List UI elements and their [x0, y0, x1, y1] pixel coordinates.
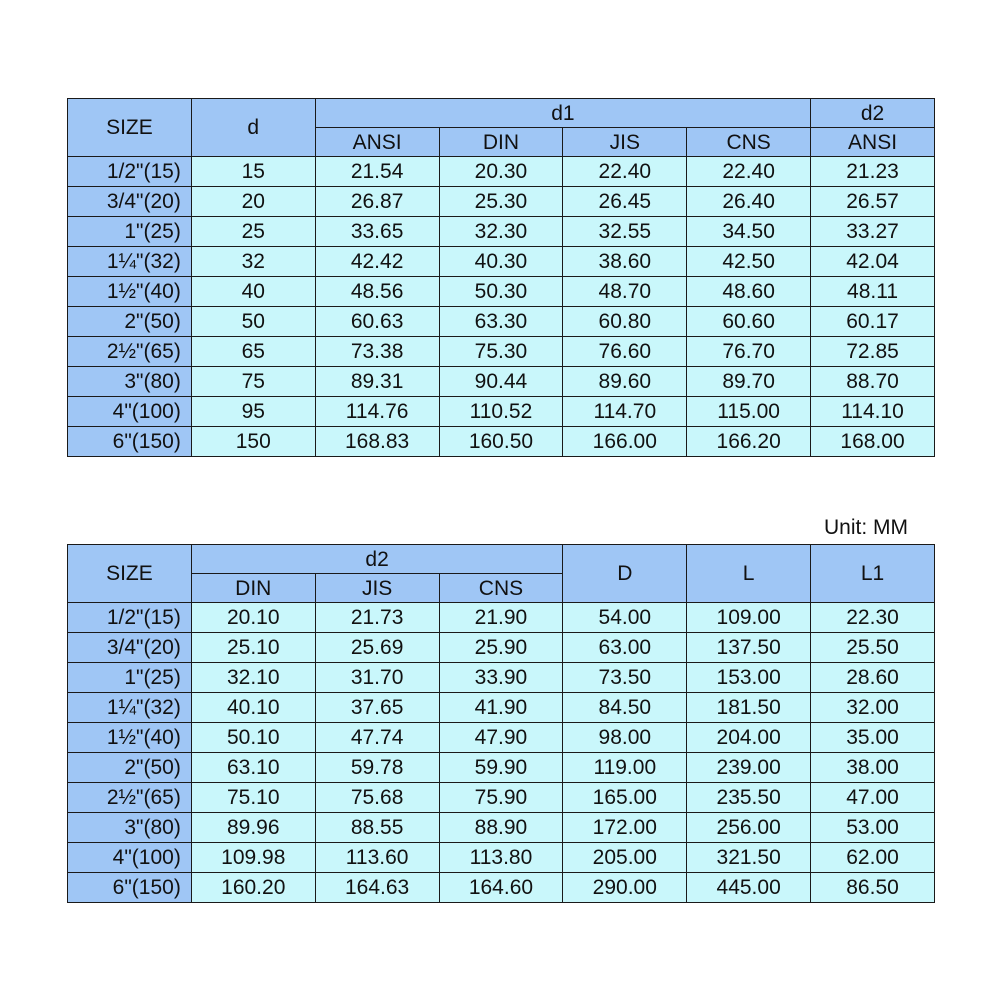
L1-cell: 35.00 — [811, 723, 935, 753]
L-cell: 235.50 — [687, 783, 811, 813]
size-cell: 3"(80) — [68, 367, 192, 397]
d2-din-cell: 109.98 — [191, 843, 315, 873]
d2-jis-header: JIS — [315, 574, 439, 603]
size-cell: 1½"(40) — [68, 723, 192, 753]
size-header: SIZE — [68, 99, 192, 157]
d1-cns-header: CNS — [687, 128, 811, 157]
d1-din-cell: 50.30 — [439, 277, 563, 307]
d2-ansi-cell: 168.00 — [811, 427, 935, 457]
d2-cns-cell: 164.60 — [439, 873, 563, 903]
L1-cell: 47.00 — [811, 783, 935, 813]
d2-jis-cell: 59.78 — [315, 753, 439, 783]
size-cell: 1/2"(15) — [68, 157, 192, 187]
d1-jis-cell: 76.60 — [563, 337, 687, 367]
d2-cns-header: CNS — [439, 574, 563, 603]
D-cell: 73.50 — [563, 663, 687, 693]
D-cell: 290.00 — [563, 873, 687, 903]
size-cell: 4"(100) — [68, 843, 192, 873]
L1-header: L1 — [811, 545, 935, 603]
d1-jis-header: JIS — [563, 128, 687, 157]
size-header: SIZE — [68, 545, 192, 603]
table-row — [68, 663, 935, 693]
d1-din-cell: 90.44 — [439, 367, 563, 397]
d2-jis-cell: 47.74 — [315, 723, 439, 753]
d2-group-header: d2 — [811, 99, 935, 128]
d2-cns-cell: 75.90 — [439, 783, 563, 813]
d2-ansi-cell: 33.27 — [811, 217, 935, 247]
d2-ansi-cell: 42.04 — [811, 247, 935, 277]
dimension-table-2 — [67, 544, 935, 903]
L1-cell: 22.30 — [811, 603, 935, 633]
d2-ansi-cell: 48.11 — [811, 277, 935, 307]
d1-ansi-cell: 33.65 — [315, 217, 439, 247]
size-cell: 1½"(40) — [68, 277, 192, 307]
d2-cns-cell: 59.90 — [439, 753, 563, 783]
d1-din-cell: 110.52 — [439, 397, 563, 427]
d-header: d — [191, 99, 315, 157]
size-cell: 1"(25) — [68, 663, 192, 693]
d-cell: 50 — [191, 307, 315, 337]
d2-jis-cell: 88.55 — [315, 813, 439, 843]
D-cell: 84.50 — [563, 693, 687, 723]
d1-group-header: d1 — [315, 99, 810, 128]
L-cell: 321.50 — [687, 843, 811, 873]
d-cell: 20 — [191, 187, 315, 217]
d1-din-cell: 63.30 — [439, 307, 563, 337]
L-cell: 109.00 — [687, 603, 811, 633]
table-row — [68, 873, 935, 903]
table-row — [68, 157, 935, 187]
d-cell: 15 — [191, 157, 315, 187]
d1-jis-cell: 89.60 — [563, 367, 687, 397]
d2-din-header: DIN — [191, 574, 315, 603]
d-cell: 95 — [191, 397, 315, 427]
D-cell: 172.00 — [563, 813, 687, 843]
L-cell: 239.00 — [687, 753, 811, 783]
table-row — [68, 367, 935, 397]
d2-din-cell: 89.96 — [191, 813, 315, 843]
table-row — [68, 427, 935, 457]
d1-ansi-cell: 114.76 — [315, 397, 439, 427]
d1-jis-cell: 22.40 — [563, 157, 687, 187]
d2-group-header: d2 — [191, 545, 563, 574]
L1-cell: 62.00 — [811, 843, 935, 873]
d2-din-cell: 25.10 — [191, 633, 315, 663]
size-cell: 6"(150) — [68, 873, 192, 903]
d2-ansi-cell: 60.17 — [811, 307, 935, 337]
d1-cns-cell: 42.50 — [687, 247, 811, 277]
d2-jis-cell: 31.70 — [315, 663, 439, 693]
d1-jis-cell: 114.70 — [563, 397, 687, 427]
size-cell: 4"(100) — [68, 397, 192, 427]
d1-ansi-cell: 89.31 — [315, 367, 439, 397]
d-cell: 32 — [191, 247, 315, 277]
table-row — [68, 843, 935, 873]
d2-cns-cell: 25.90 — [439, 633, 563, 663]
d1-cns-cell: 89.70 — [687, 367, 811, 397]
d1-cns-cell: 34.50 — [687, 217, 811, 247]
table-2-body — [68, 603, 935, 903]
d2-ansi-cell: 88.70 — [811, 367, 935, 397]
d2-din-cell: 32.10 — [191, 663, 315, 693]
d1-jis-cell: 60.80 — [563, 307, 687, 337]
dimension-table-1 — [67, 98, 935, 457]
d1-jis-cell: 166.00 — [563, 427, 687, 457]
size-cell: 3/4"(20) — [68, 187, 192, 217]
d1-jis-cell: 26.45 — [563, 187, 687, 217]
d1-cns-cell: 48.60 — [687, 277, 811, 307]
L1-cell: 53.00 — [811, 813, 935, 843]
d1-ansi-cell: 60.63 — [315, 307, 439, 337]
size-cell: 2½"(65) — [68, 337, 192, 367]
d1-ansi-cell: 73.38 — [315, 337, 439, 367]
d2-jis-cell: 37.65 — [315, 693, 439, 723]
D-header: D — [563, 545, 687, 603]
d2-jis-cell: 164.63 — [315, 873, 439, 903]
d2-jis-cell: 75.68 — [315, 783, 439, 813]
d2-jis-cell: 25.69 — [315, 633, 439, 663]
D-cell: 205.00 — [563, 843, 687, 873]
d2-ansi-cell: 26.57 — [811, 187, 935, 217]
d1-jis-cell: 48.70 — [563, 277, 687, 307]
d1-din-cell: 160.50 — [439, 427, 563, 457]
d2-din-cell: 50.10 — [191, 723, 315, 753]
L1-cell: 25.50 — [811, 633, 935, 663]
table-row — [68, 397, 935, 427]
d1-din-cell: 20.30 — [439, 157, 563, 187]
table-row — [68, 783, 935, 813]
d2-cns-cell: 113.80 — [439, 843, 563, 873]
d1-jis-cell: 38.60 — [563, 247, 687, 277]
size-cell: 6"(150) — [68, 427, 192, 457]
table-row — [68, 337, 935, 367]
size-cell: 2½"(65) — [68, 783, 192, 813]
L-cell: 137.50 — [687, 633, 811, 663]
table-2-header-row-1 — [68, 545, 935, 574]
L1-cell: 32.00 — [811, 693, 935, 723]
table-row — [68, 247, 935, 277]
d2-din-cell: 160.20 — [191, 873, 315, 903]
d1-din-header: DIN — [439, 128, 563, 157]
D-cell: 98.00 — [563, 723, 687, 753]
d2-cns-cell: 41.90 — [439, 693, 563, 723]
D-cell: 54.00 — [563, 603, 687, 633]
d1-din-cell: 32.30 — [439, 217, 563, 247]
d1-ansi-cell: 21.54 — [315, 157, 439, 187]
d1-ansi-header: ANSI — [315, 128, 439, 157]
d1-cns-cell: 22.40 — [687, 157, 811, 187]
d-cell: 65 — [191, 337, 315, 367]
d2-jis-cell: 21.73 — [315, 603, 439, 633]
L1-cell: 28.60 — [811, 663, 935, 693]
d2-din-cell: 63.10 — [191, 753, 315, 783]
d1-cns-cell: 76.70 — [687, 337, 811, 367]
d1-jis-cell: 32.55 — [563, 217, 687, 247]
table-row — [68, 217, 935, 247]
size-cell: 2"(50) — [68, 753, 192, 783]
size-cell: 1"(25) — [68, 217, 192, 247]
table-1-body — [68, 157, 935, 457]
size-cell: 3/4"(20) — [68, 633, 192, 663]
d2-ansi-cell: 114.10 — [811, 397, 935, 427]
d2-ansi-header: ANSI — [811, 128, 935, 157]
size-cell: 3"(80) — [68, 813, 192, 843]
d1-cns-cell: 166.20 — [687, 427, 811, 457]
d2-cns-cell: 21.90 — [439, 603, 563, 633]
d2-ansi-cell: 21.23 — [811, 157, 935, 187]
d1-ansi-cell: 26.87 — [315, 187, 439, 217]
d1-cns-cell: 115.00 — [687, 397, 811, 427]
size-cell: 1¼"(32) — [68, 247, 192, 277]
D-cell: 119.00 — [563, 753, 687, 783]
D-cell: 165.00 — [563, 783, 687, 813]
table-1-header-row-1 — [68, 99, 935, 128]
table-row — [68, 723, 935, 753]
table-row — [68, 307, 935, 337]
table-row — [68, 753, 935, 783]
d-cell: 40 — [191, 277, 315, 307]
L1-cell: 86.50 — [811, 873, 935, 903]
d1-cns-cell: 60.60 — [687, 307, 811, 337]
d2-cns-cell: 33.90 — [439, 663, 563, 693]
table-row — [68, 187, 935, 217]
d2-ansi-cell: 72.85 — [811, 337, 935, 367]
L1-cell: 38.00 — [811, 753, 935, 783]
L-cell: 181.50 — [687, 693, 811, 723]
unit-label: Unit: MM — [824, 516, 908, 539]
L-cell: 153.00 — [687, 663, 811, 693]
d2-cns-cell: 88.90 — [439, 813, 563, 843]
d2-din-cell: 75.10 — [191, 783, 315, 813]
L-cell: 445.00 — [687, 873, 811, 903]
table-row — [68, 603, 935, 633]
d1-ansi-cell: 42.42 — [315, 247, 439, 277]
size-cell: 1¼"(32) — [68, 693, 192, 723]
table-row — [68, 693, 935, 723]
d2-din-cell: 20.10 — [191, 603, 315, 633]
d-cell: 150 — [191, 427, 315, 457]
d-cell: 75 — [191, 367, 315, 397]
d1-ansi-cell: 48.56 — [315, 277, 439, 307]
d2-cns-cell: 47.90 — [439, 723, 563, 753]
D-cell: 63.00 — [563, 633, 687, 663]
d2-din-cell: 40.10 — [191, 693, 315, 723]
d-cell: 25 — [191, 217, 315, 247]
table-row — [68, 277, 935, 307]
d1-din-cell: 75.30 — [439, 337, 563, 367]
L-cell: 204.00 — [687, 723, 811, 753]
d1-ansi-cell: 168.83 — [315, 427, 439, 457]
d2-jis-cell: 113.60 — [315, 843, 439, 873]
d1-din-cell: 40.30 — [439, 247, 563, 277]
d1-din-cell: 25.30 — [439, 187, 563, 217]
table-row — [68, 813, 935, 843]
size-cell: 1/2"(15) — [68, 603, 192, 633]
L-cell: 256.00 — [687, 813, 811, 843]
L-header: L — [687, 545, 811, 603]
d1-cns-cell: 26.40 — [687, 187, 811, 217]
table-row — [68, 633, 935, 663]
size-cell: 2"(50) — [68, 307, 192, 337]
